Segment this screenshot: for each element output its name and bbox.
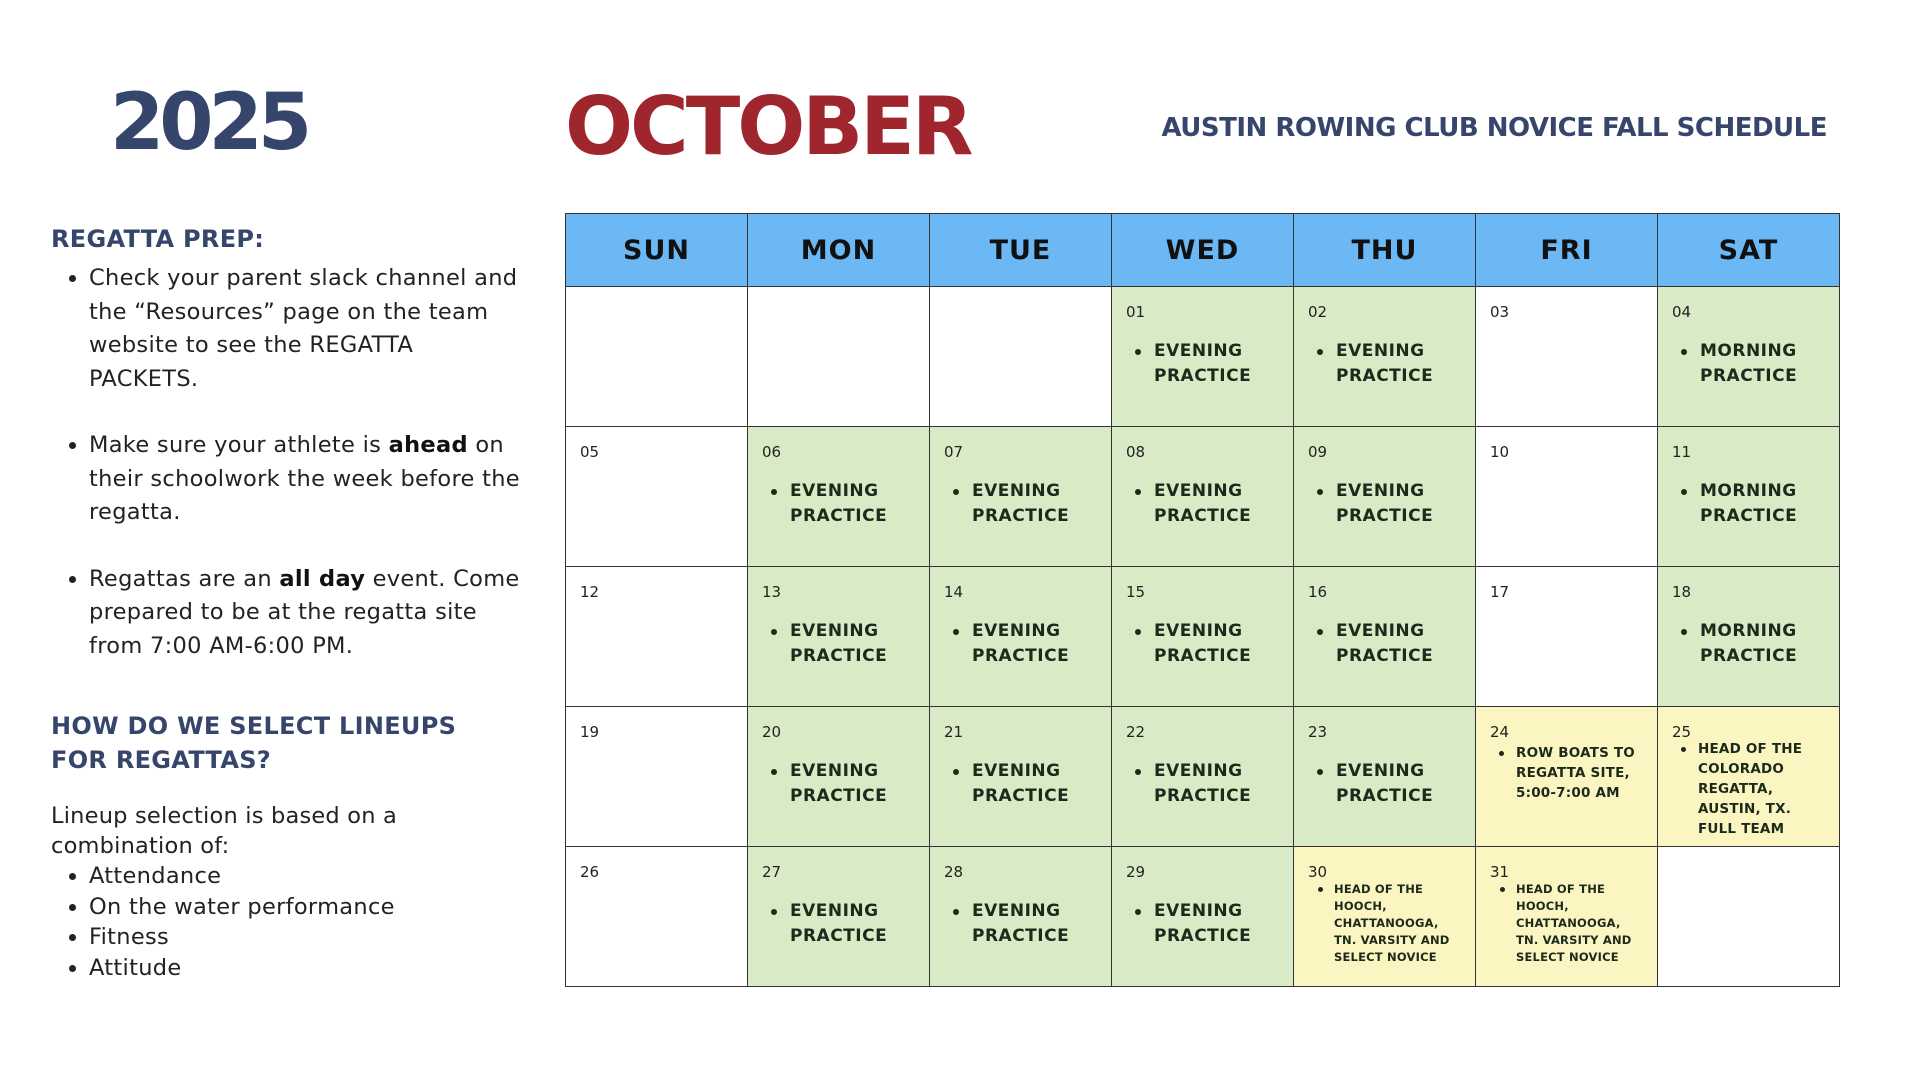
criteria-item: • Attitude: [89, 953, 521, 984]
day-number: 02: [1308, 303, 1328, 321]
calendar-day-06: [748, 427, 930, 567]
weekday-thu: THU: [1294, 214, 1476, 287]
practice-event: EVENING PRACTICE: [790, 899, 915, 949]
day-number: 17: [1490, 583, 1510, 601]
practice-event: EVENING PRACTICE: [972, 899, 1097, 949]
day-number: 30: [1308, 863, 1328, 881]
calendar-day-10: [1476, 427, 1658, 567]
day-number: 31: [1490, 863, 1510, 881]
regatta-prep-heading: REGATTA PREP:: [51, 225, 265, 253]
practice-event: MORNING PRACTICE: [1700, 339, 1825, 389]
calendar-empty-cell: [748, 287, 930, 427]
calendar-empty-cell: [566, 287, 748, 427]
calendar-day-01: [1112, 287, 1294, 427]
calendar-day-29: [1112, 847, 1294, 987]
day-number: 22: [1126, 723, 1146, 741]
calendar-day-27: [748, 847, 930, 987]
weekday-wed: WED: [1112, 214, 1294, 287]
day-number: 25: [1672, 723, 1692, 741]
day-number: 08: [1126, 443, 1146, 461]
calendar-empty-cell: [1658, 847, 1840, 987]
sidebar: [51, 222, 521, 983]
calendar-week: [566, 707, 1840, 847]
calendar-day-20: [748, 707, 930, 847]
criteria-list: [51, 861, 521, 983]
prep-item: • Check your parent slack channel and the “Resources” page on the team website to see the REGATTA PACKETS.: [89, 262, 521, 396]
calendar-day-23: [1294, 707, 1476, 847]
day-number: 11: [1672, 443, 1692, 461]
day-number: 23: [1308, 723, 1328, 741]
calendar-day-03: [1476, 287, 1658, 427]
practice-event: EVENING PRACTICE: [1154, 899, 1279, 949]
weekday-sat: SAT: [1658, 214, 1840, 287]
practice-event: EVENING PRACTICE: [1336, 339, 1461, 389]
day-number: 12: [580, 583, 600, 601]
practice-event: EVENING PRACTICE: [1336, 619, 1461, 669]
practice-event: EVENING PRACTICE: [972, 759, 1097, 809]
day-number: 07: [944, 443, 964, 461]
day-number: 15: [1126, 583, 1146, 601]
day-number: 04: [1672, 303, 1692, 321]
calendar-day-16: [1294, 567, 1476, 707]
calendar-day-17: [1476, 567, 1658, 707]
day-number: 01: [1126, 303, 1146, 321]
calendar-day-09: [1294, 427, 1476, 567]
calendar-day-18: [1658, 567, 1840, 707]
day-number: 14: [944, 583, 964, 601]
day-number: 06: [762, 443, 782, 461]
calendar-day-14: [930, 567, 1112, 707]
weekday-tue: TUE: [930, 214, 1112, 287]
criteria-item: • On the water performance: [89, 892, 521, 923]
year-title: 2025: [110, 78, 308, 168]
schedule-title: AUSTIN ROWING CLUB NOVICE FALL SCHEDULE: [1161, 113, 1827, 143]
regatta-event: HEAD OF THE HOOCH, CHATTANOOGA, TN. VARSITY AND SELECT NOVICE: [1334, 881, 1459, 966]
practice-event: EVENING PRACTICE: [1154, 479, 1279, 529]
day-number: 21: [944, 723, 964, 741]
calendar-day-30: [1294, 847, 1476, 987]
day-number: 13: [762, 583, 782, 601]
practice-event: EVENING PRACTICE: [790, 479, 915, 529]
day-number: 28: [944, 863, 964, 881]
practice-event: MORNING PRACTICE: [1700, 619, 1825, 669]
calendar-day-13: [748, 567, 930, 707]
day-number: 18: [1672, 583, 1692, 601]
day-number: 16: [1308, 583, 1328, 601]
practice-event: EVENING PRACTICE: [972, 479, 1097, 529]
calendar-body: [566, 287, 1840, 987]
practice-event: MORNING PRACTICE: [1700, 479, 1825, 529]
regatta-event: HEAD OF THE COLORADO REGATTA, AUSTIN, TX. FULL TEAM: [1698, 739, 1818, 839]
practice-event: EVENING PRACTICE: [1154, 759, 1279, 809]
october-calendar: [565, 213, 1840, 987]
day-number: 20: [762, 723, 782, 741]
weekday-fri: FRI: [1476, 214, 1658, 287]
day-number: 27: [762, 863, 782, 881]
day-number: 10: [1490, 443, 1510, 461]
calendar-day-12: [566, 567, 748, 707]
day-number: 03: [1490, 303, 1510, 321]
month-title: OCTOBER: [565, 80, 971, 173]
calendar-day-24: [1476, 707, 1658, 847]
calendar-day-22: [1112, 707, 1294, 847]
calendar-day-04: [1658, 287, 1840, 427]
day-number: 05: [580, 443, 600, 461]
practice-event: EVENING PRACTICE: [1154, 619, 1279, 669]
criteria-item: • Fitness: [89, 922, 521, 953]
calendar-day-26: [566, 847, 748, 987]
weekday-header-row: [566, 214, 1840, 287]
calendar-week: [566, 287, 1840, 427]
weekday-mon: MON: [748, 214, 930, 287]
practice-event: EVENING PRACTICE: [1336, 479, 1461, 529]
day-number: 24: [1490, 723, 1510, 741]
day-number: 29: [1126, 863, 1146, 881]
calendar-day-07: [930, 427, 1112, 567]
calendar-week: [566, 567, 1840, 707]
lineup-intro: Lineup selection is based on a combination of:: [51, 803, 398, 859]
prep-item: • Regattas are an all day event. Come prepared to be at the regatta site from 7:00 AM-6:00 PM.: [89, 563, 521, 664]
practice-event: EVENING PRACTICE: [790, 619, 915, 669]
calendar-day-15: [1112, 567, 1294, 707]
weekday-sun: SUN: [566, 214, 748, 287]
calendar-day-11: [1658, 427, 1840, 567]
regatta-event: ROW BOATS TO REGATTA SITE, 5:00-7:00 AM: [1516, 745, 1635, 801]
day-number: 26: [580, 863, 600, 881]
calendar-day-05: [566, 427, 748, 567]
lineup-heading: HOW DO WE SELECT LINEUPS FOR REGATTAS?: [51, 712, 457, 774]
calendar-day-21: [930, 707, 1112, 847]
regatta-event: HEAD OF THE HOOCH, CHATTANOOGA, TN. VARSITY AND SELECT NOVICE: [1516, 881, 1641, 966]
practice-event: EVENING PRACTICE: [972, 619, 1097, 669]
calendar-week: [566, 427, 1840, 567]
practice-event: EVENING PRACTICE: [1336, 759, 1461, 809]
calendar-day-19: [566, 707, 748, 847]
practice-event: EVENING PRACTICE: [1154, 339, 1279, 389]
day-number: 19: [580, 723, 600, 741]
practice-event: EVENING PRACTICE: [790, 759, 915, 809]
calendar-week: [566, 847, 1840, 987]
prep-item: • Make sure your athlete is ahead on their schoolwork the week before the regatta.: [89, 429, 521, 530]
day-number: 09: [1308, 443, 1328, 461]
calendar-day-31: [1476, 847, 1658, 987]
calendar-day-02: [1294, 287, 1476, 427]
criteria-item: • Attendance: [89, 861, 521, 892]
calendar-day-28: [930, 847, 1112, 987]
regatta-prep-list: [51, 262, 521, 663]
calendar-day-25: [1658, 707, 1840, 847]
calendar-empty-cell: [930, 287, 1112, 427]
calendar-day-08: [1112, 427, 1294, 567]
